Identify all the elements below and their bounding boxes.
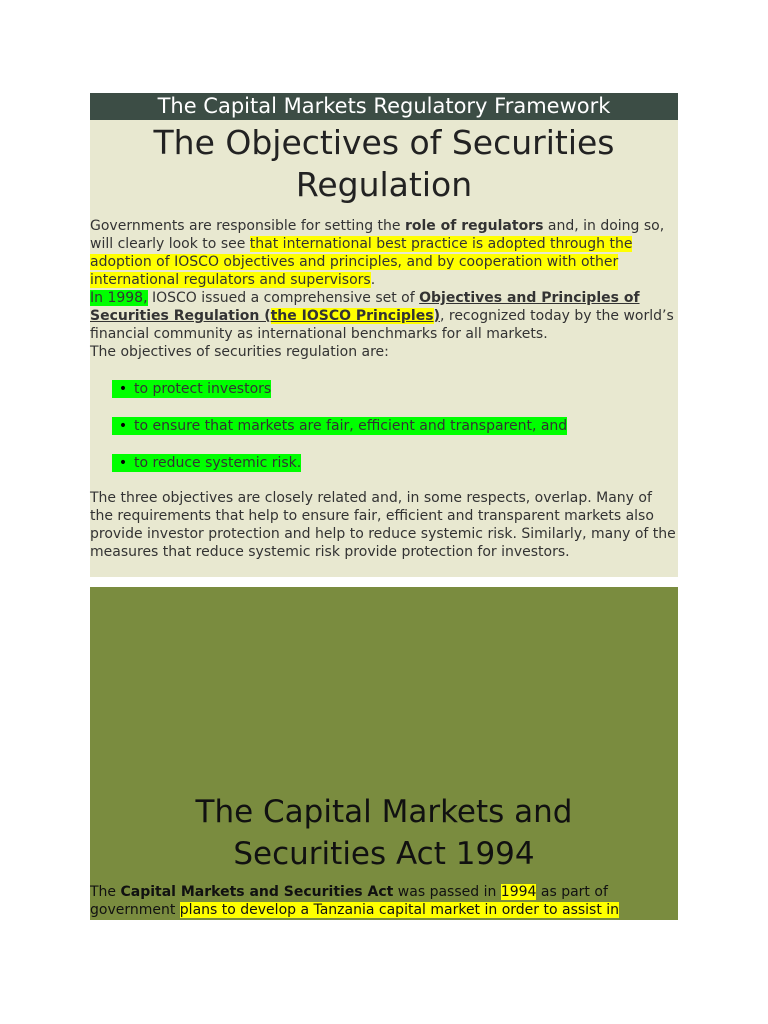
intro-text-1: Governments are responsible for setting the [90,218,405,234]
heading-line-1: The Capital Markets and [195,794,573,830]
act-paragraph [90,883,678,919]
bullet-text: to protect investors [134,381,272,397]
iosco-paragraph [90,289,678,343]
bullet-highlight [112,417,567,435]
heading-line-2: Securities Act 1994 [233,836,535,872]
list-item [112,380,678,398]
iosco-year-highlight: In 1998, [90,290,148,306]
act-year-highlight: 1994 [500,884,537,900]
bullet-highlight [112,454,301,472]
intro-paragraph [90,217,678,289]
iosco-link-close[interactable]: ) [433,308,440,324]
act-bold-name: Capital Markets and Securities Act [120,884,394,900]
intro-text-3: . [370,272,376,288]
act-section [90,587,678,920]
bullet-dot-icon: • [118,455,128,471]
bullet-text: to ensure that markets are fair, efficient and transparent, and [134,418,568,434]
section-heading-objectives [90,120,678,206]
bullet-text: to reduce systemic risk. [134,455,302,471]
iosco-link-objectives[interactable]: Objectives and Principles of Securities Regulation ( [90,290,640,324]
intro-bold-role: role of regulators [404,218,544,234]
objectives-list [90,380,678,472]
list-intro: The objectives of securities regulation are: [90,344,389,360]
objectives-section [90,120,678,577]
heading-line-1: The Objectives of Securities [153,123,615,162]
heading-line-2: Regulation [295,165,473,204]
intro-text-2: and, in doing so, will clearly look to see [90,218,665,252]
iosco-link-principles[interactable]: the IOSCO Principles [270,308,434,324]
bullet-dot-icon: • [118,381,128,397]
page-header-title: The Capital Markets Regulatory Framework [90,93,678,120]
act-text-2: was passed in [393,884,501,900]
bullet-highlight [112,380,271,398]
intro-highlight: that international best practice is adopted through the adoption of IOSCO objectives and principles, and by cooperation with other international regulators and supervisors [90,236,633,288]
bullet-dot-icon: • [118,418,128,434]
closing-paragraph: The three objectives are closely related and, in some respects, overlap. Many of the requirements that help to ensure fair, efficient and transparent markets also provide investor protection and help to reduce systemic risk. Similarly, many of the measures that reduce systemic risk provide protection for investors. [90,490,676,560]
iosco-text-1: IOSCO issued a comprehensive set of [147,290,420,306]
iosco-text-2: , recognized today by the world’s financial community as international benchmarks for all markets. [90,308,674,342]
act-plans-highlight: plans to develop a Tanzania capital market in order to assist in [179,902,620,918]
act-text-3: as part of government [90,884,608,918]
list-item [112,454,678,472]
list-item [112,417,678,435]
act-text-1: The [90,884,121,900]
section-heading-act [90,791,678,875]
